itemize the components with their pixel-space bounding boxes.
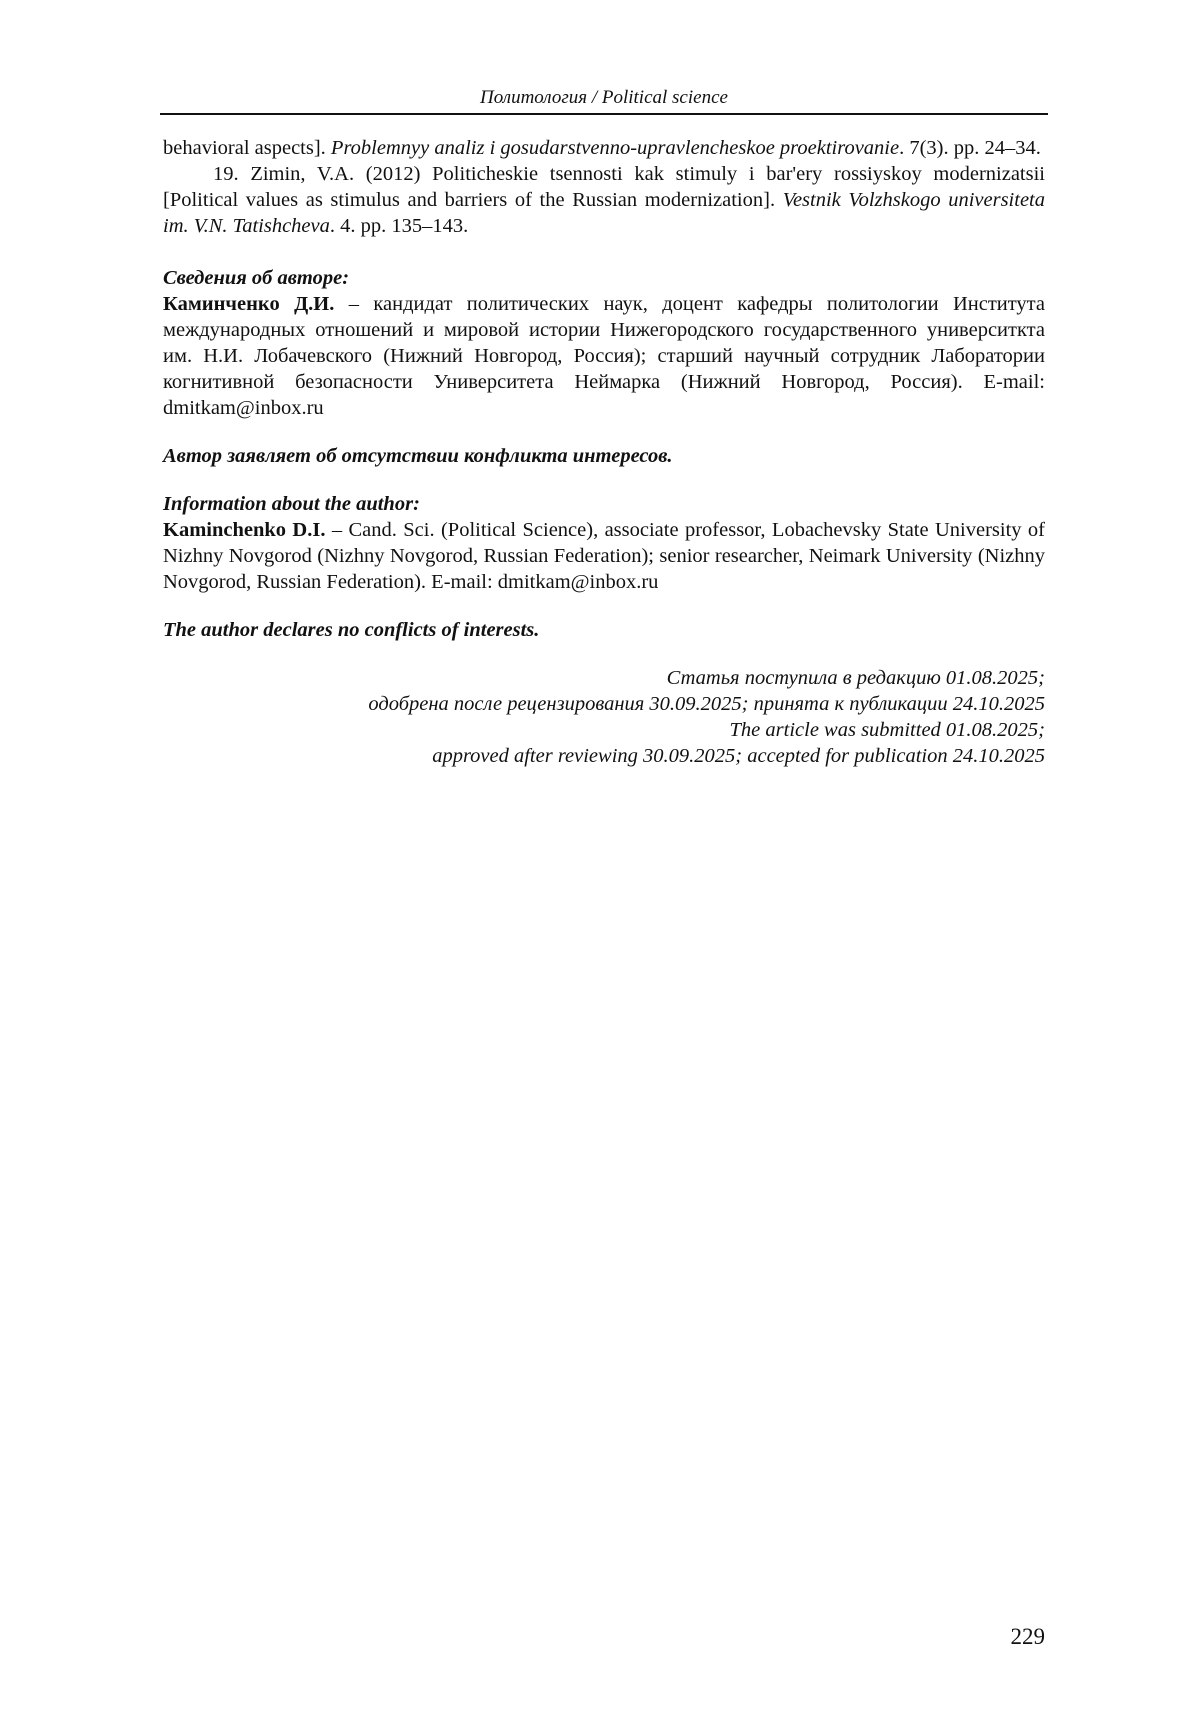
author-name-en: Kaminchenko D.I. — [163, 519, 326, 541]
ref19-journal: Vestnik Volzhskogo universiteta im. V.N. Tatishcheva — [163, 189, 1045, 237]
reference-18-continuation — [163, 135, 1045, 161]
dates-en-line-1: The article was submitted 01.08.2025; — [729, 719, 1045, 741]
dates-ru-line-1: Статья поступила в редакцию 01.08.2025; — [666, 667, 1045, 689]
page-number: 229 — [1010, 1624, 1045, 1649]
reference-19 — [163, 161, 1045, 239]
author-bio-text-en: – Cand. Sci. (Political Science), associate professor, Lobachevsky State University of Nizhny Novgorod (Nizhny Novgorod, Russian Federation); senior researcher, Neimark University (Nizhny Novgorod, Russian Federation). E-mail: dmitkam@inbox.ru — [163, 519, 1045, 593]
spacer — [163, 595, 1045, 617]
ref19-text-2: . 4. pp. 135–143. — [329, 215, 469, 237]
submission-dates — [163, 665, 1045, 769]
author-bio-en — [163, 517, 1045, 595]
spacer — [163, 421, 1045, 443]
author-bio-ru — [163, 291, 1045, 421]
author-info-heading-ru: Сведения об авторе: — [163, 267, 350, 289]
author-name-ru: Каминченко Д.И. — [163, 293, 335, 315]
ref18-journal: Problemnyy analiz i gosudarstvenno-upravlencheskoe proektirovanie — [330, 137, 900, 159]
author-info-heading-en: Information about the author: — [163, 493, 420, 515]
spacer — [163, 643, 1045, 665]
spacer — [163, 469, 1045, 491]
conflict-statement-en: The author declares no conflicts of interests. — [163, 619, 540, 641]
dates-en-line-2: approved after reviewing 30.09.2025; accepted for publication 24.10.2025 — [432, 745, 1045, 767]
ref19-text-1: 19. Zimin, V.A. (2012) Politicheskie tsennosti kak stimuly i bar'ery rossiyskoy modernizatsii [Political values as stimulus and barriers of the Russian modernization]. — [163, 163, 1045, 211]
ref18-text-1: behavioral aspects]. — [163, 137, 331, 159]
header-rule — [160, 113, 1048, 115]
conflict-statement-ru: Автор заявляет об отсутствии конфликта интересов. — [163, 445, 673, 467]
spacer — [163, 239, 1045, 265]
ref18-text-2: . 7(3). pp. 24–34. — [899, 137, 1041, 159]
page-content — [163, 135, 1045, 769]
running-header: Политология / Political science — [480, 87, 728, 108]
author-bio-text-ru: – кандидат политических наук, доцент кафедры политологии Института международных отношений и мировой истории Нижегородского государственного университкта им. Н.И. Лобачевского (Нижний Новгород, Россия); старший научный сотрудник Лаборатории когнитивной безопасности Университета Неймарка (Нижний Новгород, Россия). E-mail: dmitkam@inbox.ru — [163, 293, 1045, 419]
dates-ru-line-2: одобрена после рецензирования 30.09.2025; принята к публикации 24.10.2025 — [368, 693, 1045, 715]
